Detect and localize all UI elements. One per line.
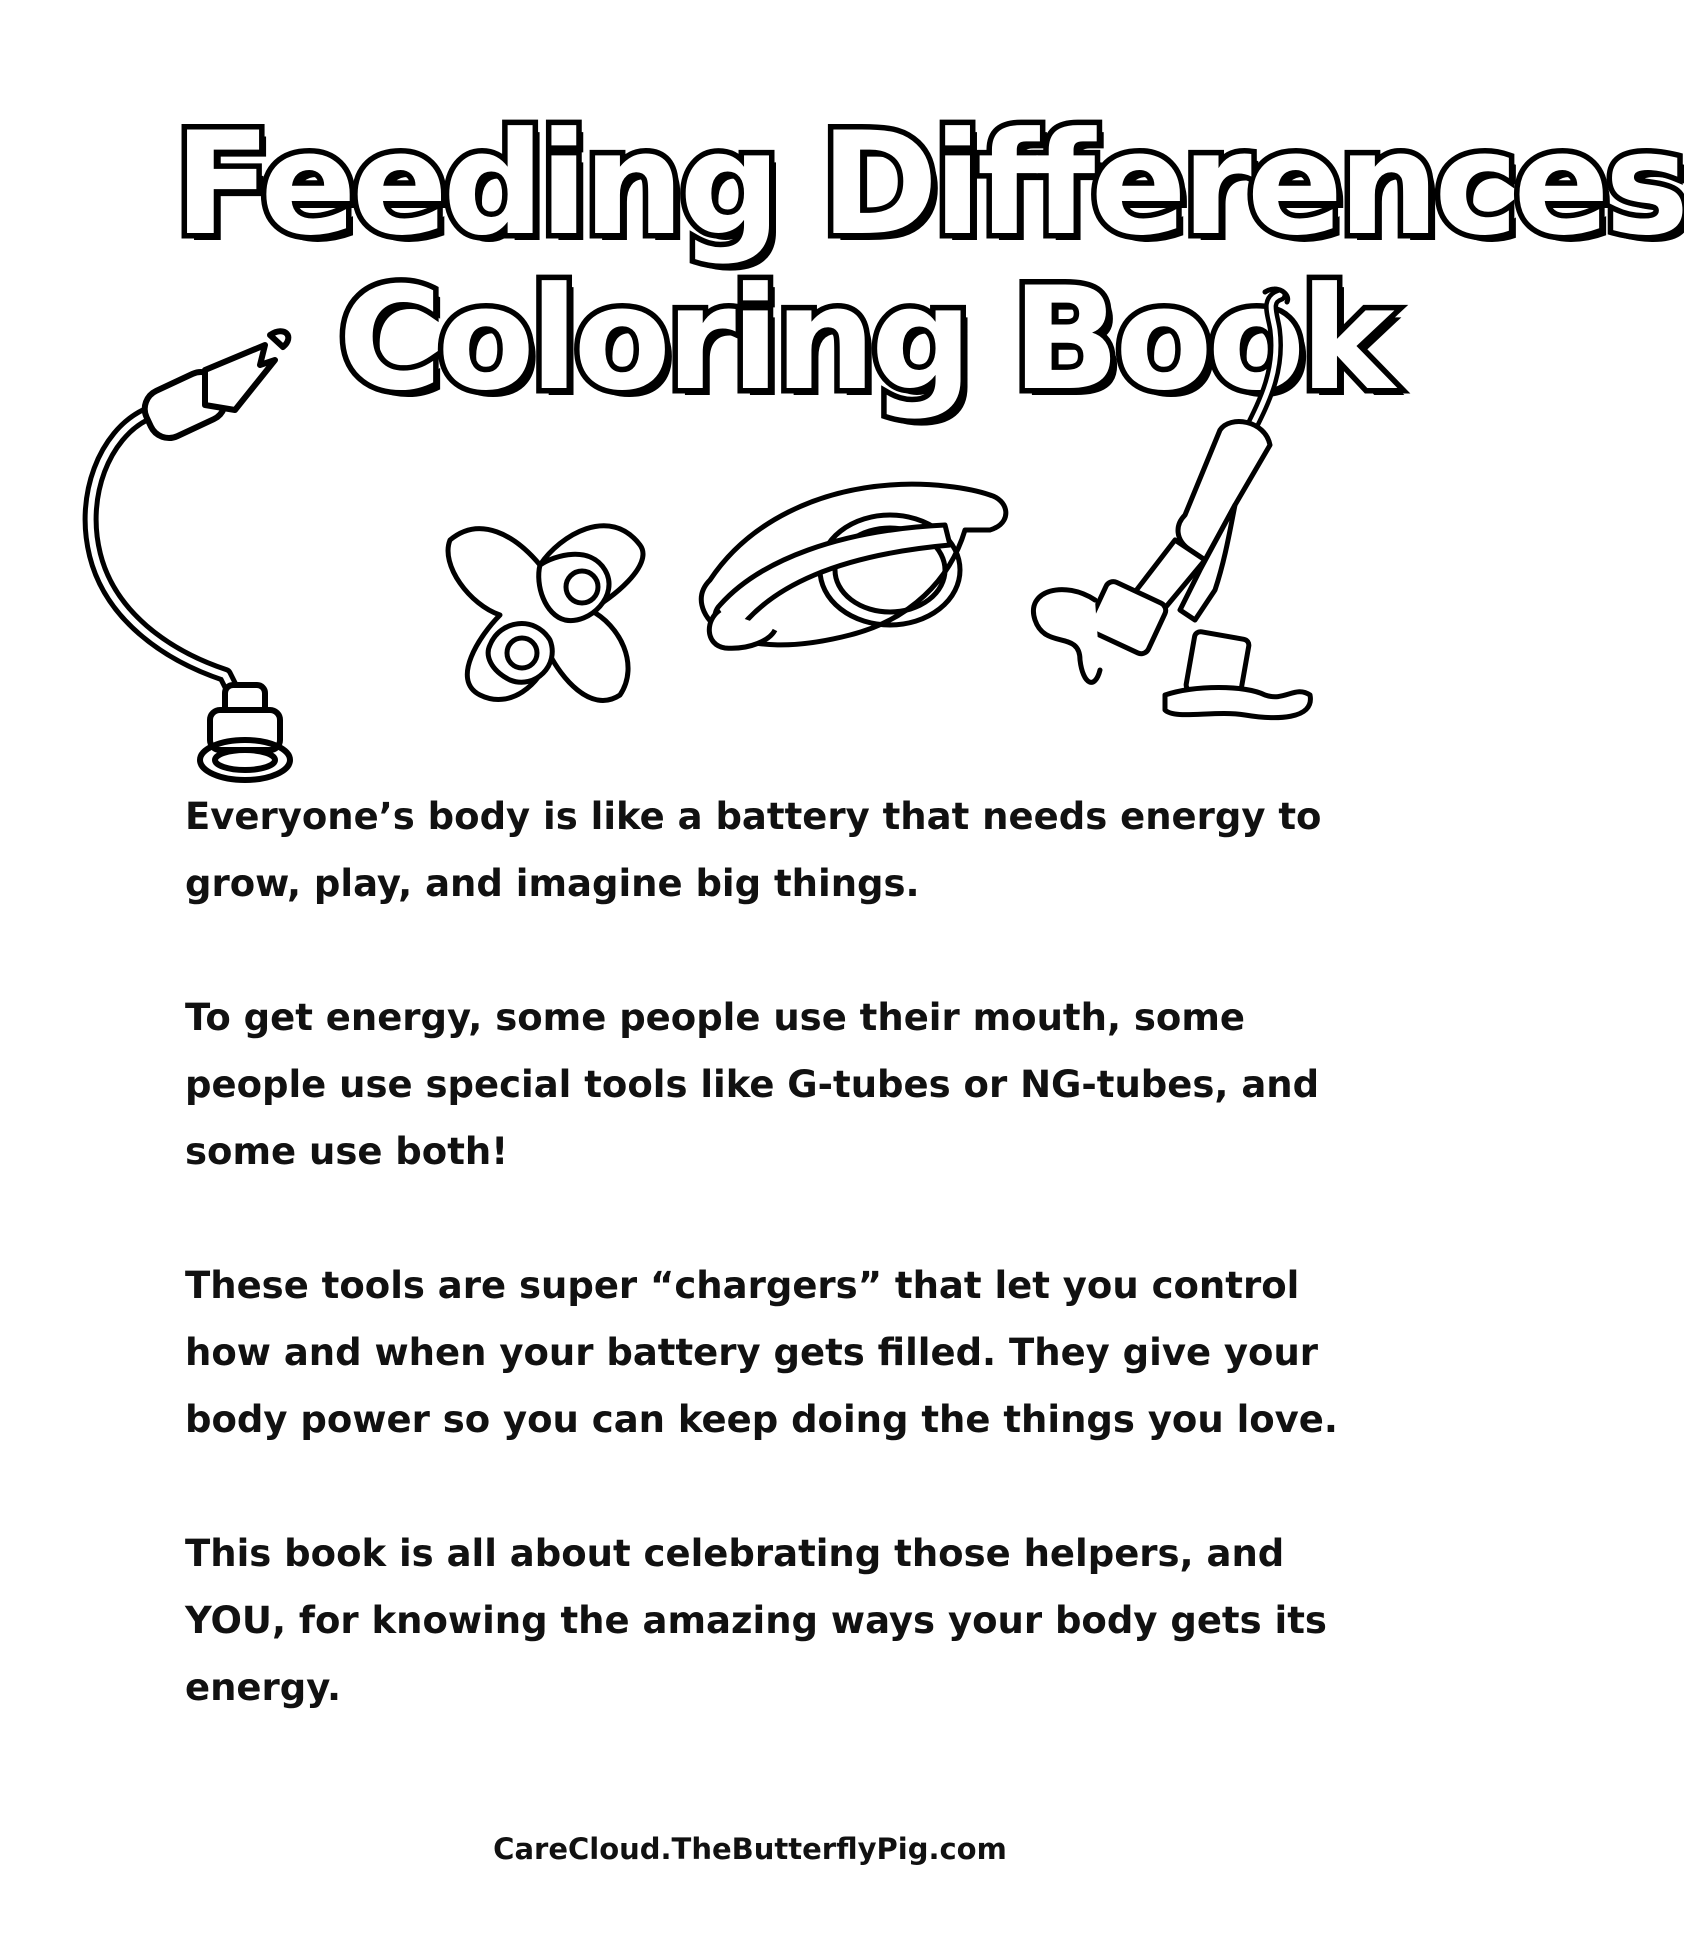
paragraph-3: These tools are super “chargers” that let you control how and when your battery gets filled. They give your body power so you can keep doing the things you love. (185, 1264, 1338, 1441)
intro-text (185, 783, 1345, 1788)
paragraph-2: To get energy, some people use their mouth, some people use special tools like G-tubes or NG-tubes, and some use both! (185, 996, 1320, 1173)
paragraph-4: This book is all about celebrating those helpers, and YOU, for knowing the amazing ways your body gets its energy. (185, 1532, 1327, 1709)
paragraph-1: Everyone’s body is like a battery that needs energy to grow, play, and imagine big things. (185, 795, 1322, 905)
footer-website: CareCloud.TheButterflyPig.com (493, 1832, 1007, 1866)
title-line-2: Coloring Book (338, 257, 1390, 422)
low-profile-button-icon (690, 470, 1020, 660)
g-tube-button-icon (440, 495, 660, 715)
title-line-1: Feeding Differences (174, 102, 1684, 267)
